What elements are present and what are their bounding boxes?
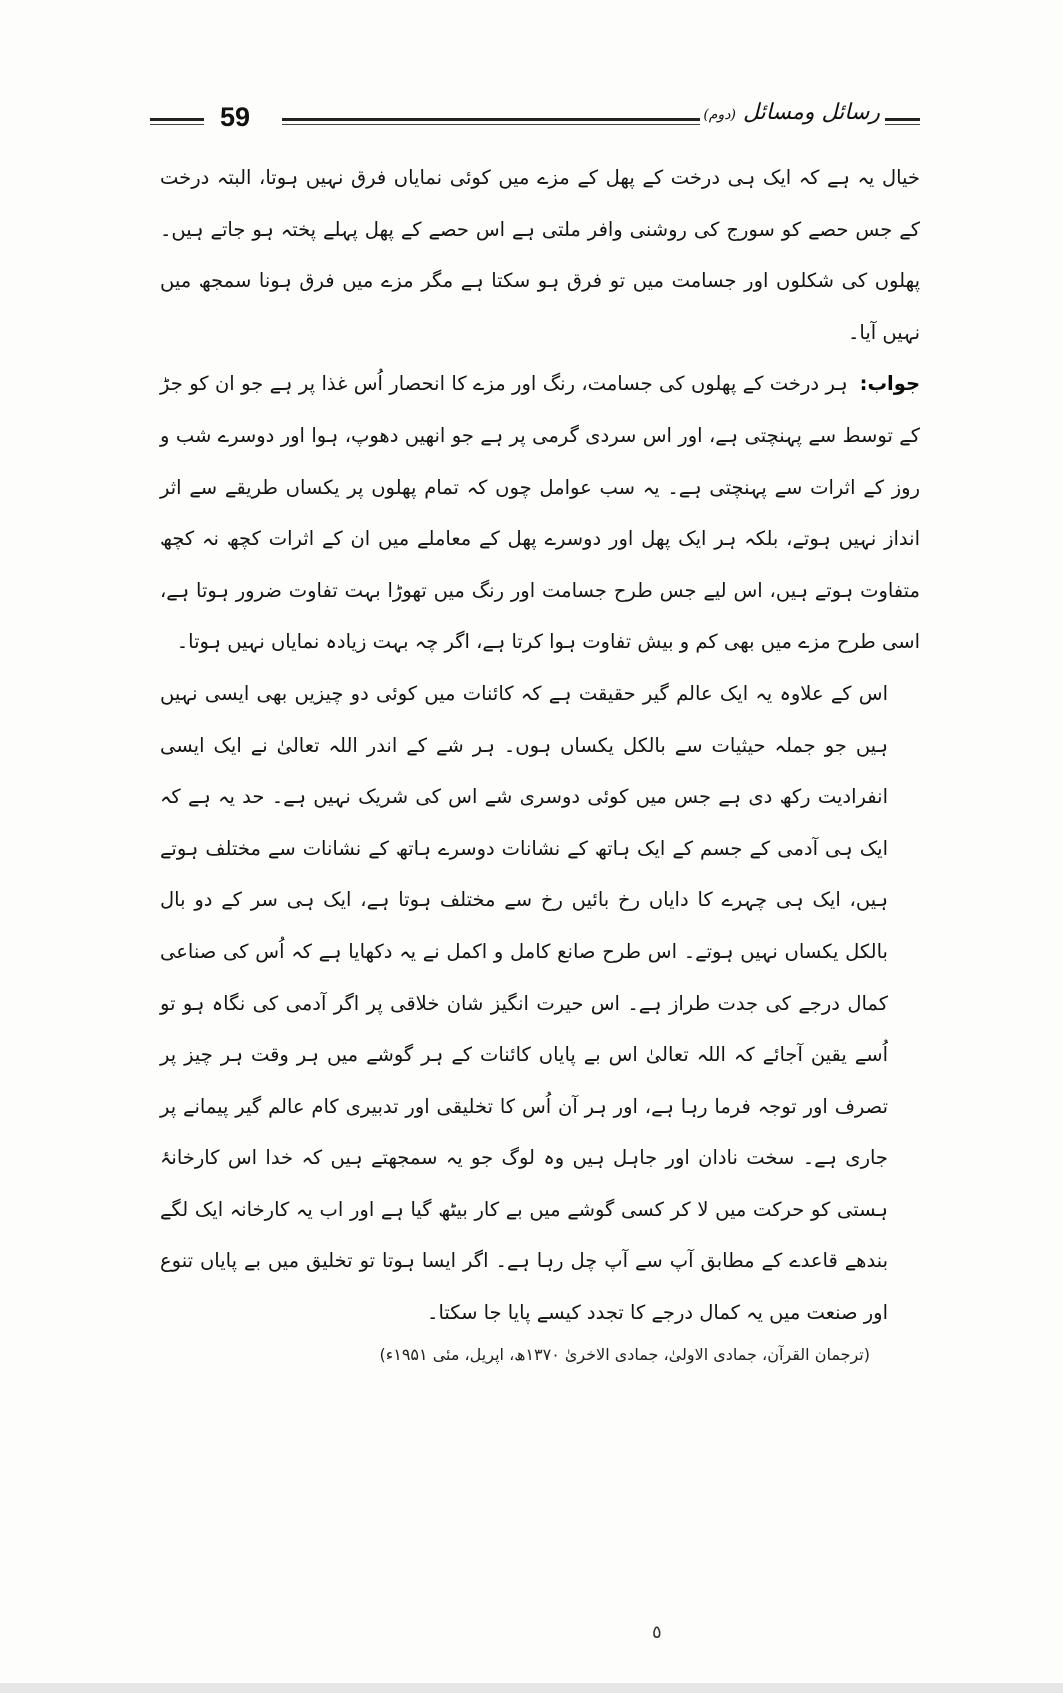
header-rule-left (150, 118, 204, 121)
citation: (ترجمان القرآن، جمادی الاولیٰ، جمادی الاخریٰ ۱۳۷۰ھ، اپریل، مئی ۱۹۵۱ء) (379, 1345, 870, 1364)
answer-text: ہر درخت کے پھلوں کی جسامت، رنگ اور مزے کا انحصار اُس غذا پر ہے جو ان کو جڑ کے توسط سے پہنچتی ہے، اور اس سردی گرمی پر ہے جو انھیں دھوپ، ہوا اور دوسرے شب و روز کے اثرات سے پہنچتی ہے۔ یہ سب عوامل چوں کہ تمام پھلوں پر یکساں طریقے سے اثر انداز نہیں ہوتے، بلکہ ہر ایک پھل اور دوسرے پھل کے معاملے میں ان کے اثرات کچھ نہ کچھ متفاوت ہوتے ہیں، اس لیے جس طرح جسامت اور رنگ میں تھوڑا بہت تفاوت ضرور ہوتا ہے، اسی طرح مزے میں بھی کم و بیش تفاوت ہوا کرتا ہے، اگر چہ بہت زیادہ نمایاں نہیں ہوتا۔ (160, 372, 920, 654)
body-text (160, 152, 920, 1339)
running-title (703, 100, 880, 125)
answer-label: جواب: (859, 372, 920, 396)
paragraph-continuation: اس کے علاوہ یہ ایک عالم گیر حقیقت ہے کہ کائنات میں کوئی دو چیزیں بھی ایسی نہیں ہیں جو جملہ حیثیات سے بالکل یکساں ہوں۔ ہر شے کے اندر اللہ تعالیٰ نے ایک ایسی انفرادیت رکھ دی ہے جس میں کوئی دوسری شے اس کی شریک نہیں ہے۔ حد یہ ہے کہ ایک ہی آدمی کے جسم کے ایک ہاتھ کے نشانات دوسرے ہاتھ کے نشانات سے مختلف ہوتے ہیں، ایک ہی چہرے کا دایاں رخ بائیں رخ سے مختلف ہوتا ہے، ایک ہی سر کے دو بال بالکل یکساں نہیں ہوتے۔ اس طرح صانع کامل و اکمل نے یہ دکھایا ہے کہ اُس کی صناعی کمال درجے کی جدت طراز ہے۔ اس حیرت انگیز شان خلاقی پر اگر آدمی کی نگاہ ہو تو اُسے یقین آجائے کہ اللہ تعالیٰ اس بے پایاں کائنات کے ہر گوشے میں ہر وقت ہر چیز پر تصرف اور توجہ فرما رہا ہے، اور ہر آن اُس کا تخلیقی اور تدبیری کام عالم گیر پیمانے پر جاری ہے۔ سخت نادان اور جاہل ہیں وہ لوگ جو یہ سمجھتے ہیں کہ خدا اس کارخانۂ ہستی کو حرکت میں لا کر کسی گوشے میں بے کار بیٹھ گیا ہے اور اب یہ کارخانہ ایک لگے بندھے قاعدے کے مطابق آپ سے آپ چل رہا ہے۔ اگر ایسا ہوتا تو تخلیق میں بے پایاں تنوع اور صنعت میں یہ کمال درجے کا تجدد کیسے پایا جا سکتا۔ (160, 681, 888, 1325)
paragraph-answer (160, 358, 920, 668)
running-title-main: رسائل ومسائل (742, 100, 880, 125)
page-header (150, 100, 920, 140)
header-rule-right (885, 118, 920, 121)
scan-edge (0, 1683, 1063, 1693)
paragraph-question: خیال یہ ہے کہ ایک ہی درخت کے پھل کے مزے میں کوئی نمایاں فرق نہیں ہوتا، البتہ درخت کے جس حصے کو سورج کی روشنی وافر ملتی ہے اس حصے کے پھل پہلے پختہ ہو جاتے ہیں۔ پھلوں کی شکلوں اور جسامت میں تو فرق ہو سکتا ہے مگر مزے میں فرق ہونا سمجھ میں نہیں آیا۔ (160, 166, 920, 344)
header-rule-middle (282, 118, 700, 121)
footer-mark: ٥ (652, 1622, 662, 1643)
page-number: 59 (220, 102, 251, 132)
running-title-sub: (دوم) (703, 107, 736, 123)
